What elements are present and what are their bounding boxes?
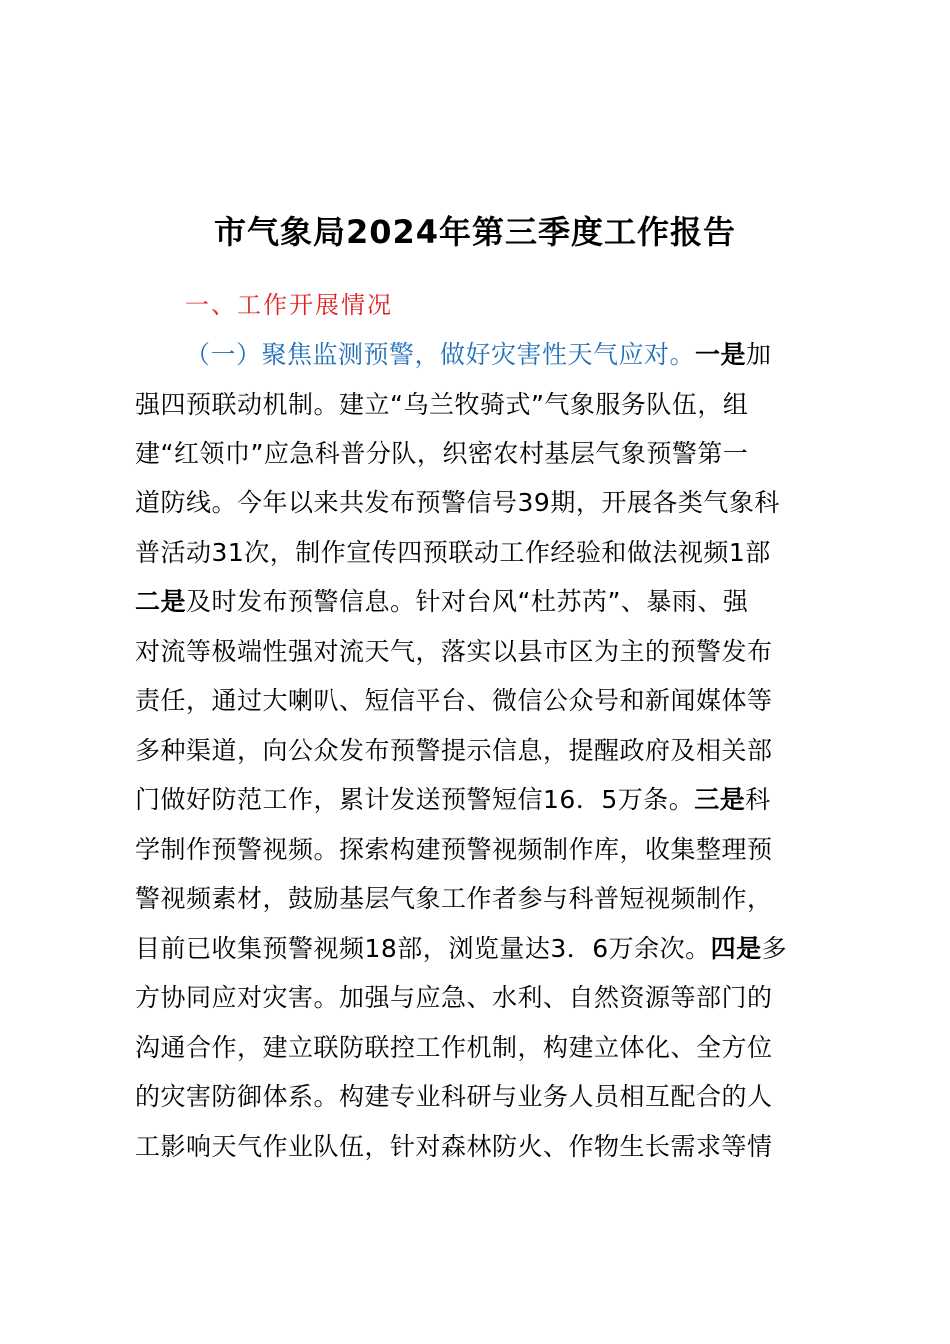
paragraph-line-2 [135, 383, 835, 427]
line-text: 科 [745, 785, 771, 814]
line-text: 道防线。今年以来共发布预警信号39期，开展各类气象科 [135, 488, 780, 517]
line-text: 沟通合作，建立联防联控工作机制，构建立体化、全方位 [135, 1033, 773, 1062]
line-text: 建“红领巾”应急科普分队，织密农村基层气象预警第一 [135, 439, 749, 468]
paragraph-line-7 [135, 630, 835, 674]
paragraph-line-11 [135, 828, 835, 872]
line-text: 对流等极端性强对流天气，落实以县市区为主的预警发布 [135, 637, 773, 666]
paragraph-line-1 [185, 333, 835, 377]
paragraph-line-15 [135, 1026, 835, 1070]
line-text: 及时发布预警信息。针对台风“杜苏芮”、暴雨、强 [186, 587, 749, 616]
paragraph-line-9 [135, 729, 835, 773]
line-text: 责任，通过大喇叭、短信平台、微信公众号和新闻媒体等 [135, 686, 773, 715]
paragraph-line-3 [135, 432, 835, 476]
line-text: 多 [761, 934, 788, 963]
paragraph-line-5 [135, 531, 835, 575]
paragraph-line-13 [135, 927, 835, 971]
section-heading: 一、工作开展情况 [185, 291, 393, 319]
line-text: 方协同应对灾害。加强与应急、水利、自然资源等部门的 [135, 983, 773, 1012]
paragraph-line-10 [135, 778, 835, 822]
line-text: 强四预联动机制。建立“乌兰牧骑式”气象服务队伍，组 [135, 390, 749, 419]
emphasis-fourth: 四是 [710, 934, 762, 963]
subheading: （一）聚焦监测预警，做好灾害性天气应对。 [185, 340, 696, 369]
paragraph-line-6 [135, 580, 835, 624]
line-text: 门做好防范工作，累计发送预警短信16．5万条。 [135, 785, 695, 814]
emphasis-third: 三是 [694, 785, 746, 814]
emphasis-first: 一是 [695, 340, 747, 369]
line-text: 工影响天气作业队伍，针对森林防火、作物生长需求等情 [135, 1132, 773, 1161]
line-text: 加 [746, 340, 772, 369]
line-text: 学制作预警视频。探索构建预警视频制作库，收集整理预 [135, 835, 773, 864]
paragraph-line-14 [135, 976, 835, 1020]
paragraph-line-17 [135, 1125, 835, 1169]
line-text: 多种渠道，向公众发布预警提示信息，提醒政府及相关部 [135, 736, 773, 765]
paragraph-line-4 [135, 481, 835, 525]
paragraph-line-8 [135, 679, 835, 723]
line-text: 的灾害防御体系。构建专业科研与业务人员相互配合的人 [135, 1082, 773, 1111]
line-text: 普活动31次，制作宣传四预联动工作经验和做法视频1部 [135, 538, 771, 567]
document-title: 市气象局2024年第三季度工作报告 [213, 213, 737, 251]
line-text: 警视频素材，鼓励基层气象工作者参与科普短视频制作， [135, 884, 773, 913]
emphasis-second: 二是 [135, 587, 187, 616]
paragraph-line-12 [135, 877, 835, 921]
line-text: 目前已收集预警视频18部，浏览量达3．6万余次。 [135, 934, 711, 963]
paragraph-line-16 [135, 1075, 835, 1119]
